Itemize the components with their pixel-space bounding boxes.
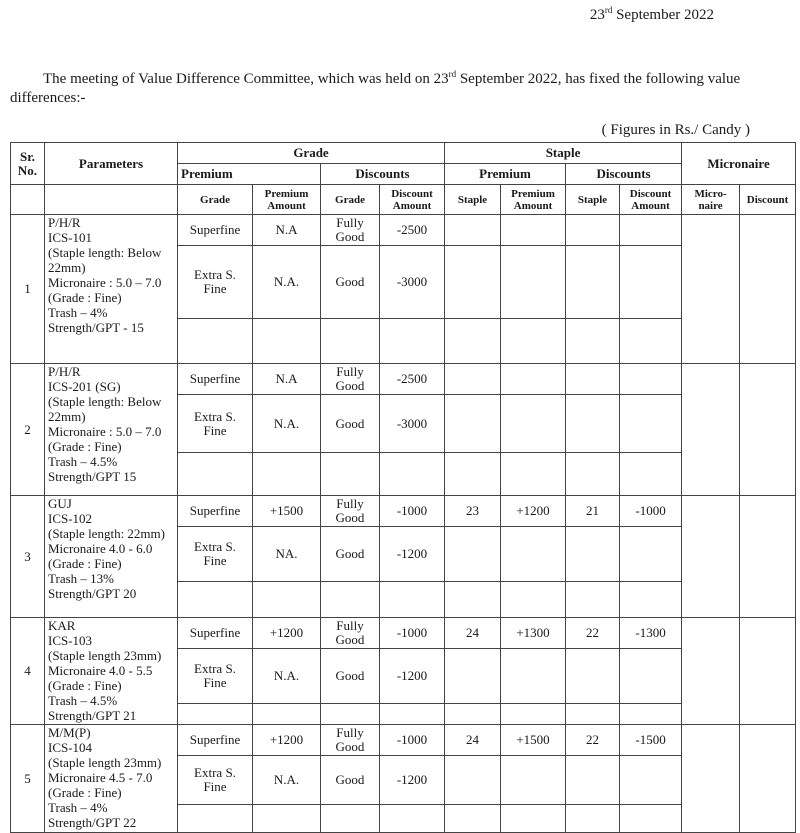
discount-amount-cell: -1200 [380, 649, 445, 704]
blank-cell [321, 704, 380, 725]
premium-amount-cell: N.A [253, 364, 321, 395]
blank-cell [253, 582, 321, 618]
discount-grade-cell: Good [321, 756, 380, 805]
premium-staple-cell [445, 649, 501, 704]
discount-amount-subheader: Discount Amount [380, 185, 445, 215]
blank-cell [178, 319, 253, 364]
parameters-cell: GUJ ICS-102 (Staple length: 22mm) Micronaire 4.0 - 6.0 (Grade : Fine) Trash – 13% Strength/GPT 20 [45, 496, 178, 618]
blank-cell [566, 704, 620, 725]
premium-amount-cell: N.A. [253, 649, 321, 704]
intro-sup: rd [448, 69, 457, 79]
staple-discount-amount-cell [620, 215, 682, 246]
staple-discount-amount-cell [620, 756, 682, 805]
premium-grade-cell: Superfine [178, 364, 253, 395]
blank-cell [501, 704, 566, 725]
blank-cell [253, 453, 321, 496]
staple-discount-amount-cell [620, 527, 682, 582]
discount-grade-cell: Fully Good [321, 215, 380, 246]
premium-amount-cell: N.A. [253, 246, 321, 319]
micronaire-cell [682, 725, 740, 833]
micronaire-discount-cell [740, 496, 796, 618]
staple-discounts-header: Discounts [566, 164, 682, 185]
blank-cell [321, 582, 380, 618]
staple-discount-amount-cell [620, 364, 682, 395]
premium-staple-cell: 23 [445, 496, 501, 527]
staple-discount-amount-cell: -1500 [620, 725, 682, 756]
premium-grade-cell: Extra S. Fine [178, 756, 253, 805]
micronaire-cell [682, 364, 740, 496]
parameters-cell: P/H/R ICS-101 (Staple length: Below 22mm) Micronaire : 5.0 – 7.0 (Grade : Fine) Trash – 4% Strength/GPT - 15 [45, 215, 178, 364]
micronaire-discount-cell [740, 364, 796, 496]
staple-premium-amount-subheader: Premium Amount [501, 185, 566, 215]
blank-cell [380, 704, 445, 725]
discount-amount-cell: -2500 [380, 215, 445, 246]
discount-grade-cell: Good [321, 649, 380, 704]
blank-cell [178, 582, 253, 618]
grade-premium-header: Premium [178, 164, 321, 185]
staple-discount-amount-cell: -1000 [620, 496, 682, 527]
discount-amount-cell: -3000 [380, 395, 445, 453]
premium-staple-cell: 24 [445, 618, 501, 649]
staple-premium-amount-cell: +1500 [501, 725, 566, 756]
premium-staple-cell [445, 395, 501, 453]
discount-grade-cell: Good [321, 395, 380, 453]
sr-no-cell: 2 [11, 364, 45, 496]
blank-cell [253, 805, 321, 833]
blank-cell [178, 453, 253, 496]
blank-cell [445, 805, 501, 833]
premium-grade-cell: Superfine [178, 496, 253, 527]
discount-grade-cell: Good [321, 246, 380, 319]
discount-staple-cell [566, 527, 620, 582]
discount-staple-subheader: Staple [566, 185, 620, 215]
micronaire-discount-cell [740, 725, 796, 833]
blank-cell [178, 805, 253, 833]
blank-cell [380, 582, 445, 618]
blank-cell [380, 453, 445, 496]
blank-cell [620, 704, 682, 725]
micronaire-header: Micronaire [682, 143, 796, 185]
sr-no-cell: 3 [11, 496, 45, 618]
premium-staple-cell [445, 364, 501, 395]
discount-amount-cell: -2500 [380, 364, 445, 395]
parameters-blank [45, 185, 178, 215]
premium-staple-subheader: Staple [445, 185, 501, 215]
premium-staple-cell [445, 756, 501, 805]
discount-staple-cell [566, 649, 620, 704]
parameters-cell: M/M(P) ICS-104 (Staple length 23mm) Micronaire 4.5 - 7.0 (Grade : Fine) Trash – 4% Strength/GPT 22 [45, 725, 178, 833]
micronaire-cell [682, 496, 740, 618]
blank-cell [566, 319, 620, 364]
premium-grade-cell: Superfine [178, 725, 253, 756]
document-date [590, 7, 714, 24]
premium-amount-cell: N.A. [253, 756, 321, 805]
micronaire-cell [682, 215, 740, 364]
premium-grade-cell: Extra S. Fine [178, 527, 253, 582]
staple-premium-amount-cell [501, 527, 566, 582]
blank-cell [566, 582, 620, 618]
parameters-cell: KAR ICS-103 (Staple length 23mm) Micronaire 4.0 - 5.5 (Grade : Fine) Trash – 4.5% Strength/GPT 21 [45, 618, 178, 725]
discount-staple-cell [566, 246, 620, 319]
table-row [11, 618, 796, 649]
blank-cell [253, 319, 321, 364]
table-row [11, 364, 796, 395]
table-row [11, 496, 796, 527]
grade-discounts-header: Discounts [321, 164, 445, 185]
premium-grade-cell: Superfine [178, 618, 253, 649]
discount-staple-cell [566, 395, 620, 453]
date-month-year: September 2022 [616, 7, 714, 23]
discount-grade-cell: Good [321, 527, 380, 582]
premium-grade-cell: Extra S. Fine [178, 246, 253, 319]
parameters-header: Parameters [45, 143, 178, 185]
staple-discount-amount-subheader: Discount Amount [620, 185, 682, 215]
value-difference-table [10, 142, 796, 833]
blank-cell [501, 582, 566, 618]
discount-grade-cell: Fully Good [321, 496, 380, 527]
discount-grade-subheader: Grade [321, 185, 380, 215]
sr-no-cell: 5 [11, 725, 45, 833]
sr-no-cell: 1 [11, 215, 45, 364]
micronaire-discount-subheader: Discount [740, 185, 796, 215]
staple-discount-amount-cell: -1300 [620, 618, 682, 649]
blank-cell [501, 805, 566, 833]
table-row [11, 215, 796, 246]
discount-amount-cell: -1200 [380, 527, 445, 582]
blank-cell [620, 805, 682, 833]
premium-amount-cell: +1200 [253, 725, 321, 756]
staple-discount-amount-cell [620, 649, 682, 704]
staple-premium-amount-cell: +1200 [501, 496, 566, 527]
discount-grade-cell: Fully Good [321, 364, 380, 395]
premium-amount-cell: N.A. [253, 395, 321, 453]
table-row [11, 725, 796, 756]
discount-amount-cell: -1000 [380, 496, 445, 527]
premium-grade-cell: Superfine [178, 215, 253, 246]
blank-cell [620, 582, 682, 618]
intro-part-2: September 2022, has fixed the following value differences:- [10, 71, 741, 106]
micronaire-subheader: Micro-naire [682, 185, 740, 215]
figures-note: ( Figures in Rs./ Candy ) [601, 122, 750, 138]
discount-amount-cell: -1000 [380, 725, 445, 756]
blank-cell [178, 704, 253, 725]
micronaire-discount-cell [740, 215, 796, 364]
sr-no-blank [11, 185, 45, 215]
premium-grade-cell: Extra S. Fine [178, 395, 253, 453]
staple-premium-amount-cell [501, 364, 566, 395]
discount-staple-cell [566, 756, 620, 805]
staple-premium-amount-cell [501, 215, 566, 246]
blank-cell [321, 319, 380, 364]
discount-amount-cell: -1200 [380, 756, 445, 805]
discount-amount-cell: -1000 [380, 618, 445, 649]
premium-amount-cell: +1500 [253, 496, 321, 527]
blank-cell [445, 582, 501, 618]
sr-no-header: Sr. No. [11, 143, 45, 185]
premium-staple-cell [445, 246, 501, 319]
grade-header: Grade [178, 143, 445, 164]
sr-no-cell: 4 [11, 618, 45, 725]
staple-premium-amount-cell [501, 395, 566, 453]
staple-premium-amount-cell [501, 246, 566, 319]
staple-header: Staple [445, 143, 682, 164]
micronaire-cell [682, 618, 740, 725]
discount-staple-cell: 22 [566, 725, 620, 756]
blank-cell [445, 453, 501, 496]
blank-cell [566, 805, 620, 833]
premium-amount-cell: +1200 [253, 618, 321, 649]
staple-discount-amount-cell [620, 395, 682, 453]
premium-grade-cell: Extra S. Fine [178, 649, 253, 704]
discount-staple-cell: 21 [566, 496, 620, 527]
blank-cell [620, 319, 682, 364]
blank-cell [445, 319, 501, 364]
premium-staple-cell: 24 [445, 725, 501, 756]
staple-premium-amount-cell [501, 649, 566, 704]
staple-premium-amount-cell: +1300 [501, 618, 566, 649]
blank-cell [321, 805, 380, 833]
date-day: 23 [589, 7, 605, 23]
discount-staple-cell [566, 364, 620, 395]
premium-amount-subheader: Premium Amount [253, 185, 321, 215]
blank-cell [445, 704, 501, 725]
discount-staple-cell [566, 215, 620, 246]
staple-premium-amount-cell [501, 756, 566, 805]
premium-amount-cell: N.A [253, 215, 321, 246]
blank-cell [380, 805, 445, 833]
table-body [11, 215, 796, 833]
premium-staple-cell [445, 215, 501, 246]
intro-part-1: The meeting of Value Difference Committee, which was held on 23 [43, 71, 449, 87]
discount-grade-cell: Fully Good [321, 725, 380, 756]
blank-cell [380, 319, 445, 364]
blank-cell [566, 453, 620, 496]
discount-grade-cell: Fully Good [321, 618, 380, 649]
micronaire-discount-cell [740, 618, 796, 725]
staple-premium-header: Premium [445, 164, 566, 185]
premium-amount-cell: NA. [253, 527, 321, 582]
discount-staple-cell: 22 [566, 618, 620, 649]
intro-paragraph [10, 70, 795, 108]
blank-cell [253, 704, 321, 725]
blank-cell [501, 453, 566, 496]
premium-grade-subheader: Grade [178, 185, 253, 215]
parameters-cell: P/H/R ICS-201 (SG) (Staple length: Below 22mm) Micronaire : 5.0 – 7.0 (Grade : Fine) Trash – 4.5% Strength/GPT 15 [45, 364, 178, 496]
blank-cell [321, 453, 380, 496]
staple-discount-amount-cell [620, 246, 682, 319]
premium-staple-cell [445, 527, 501, 582]
blank-cell [501, 319, 566, 364]
date-suffix: rd [604, 5, 613, 15]
blank-cell [620, 453, 682, 496]
discount-amount-cell: -3000 [380, 246, 445, 319]
